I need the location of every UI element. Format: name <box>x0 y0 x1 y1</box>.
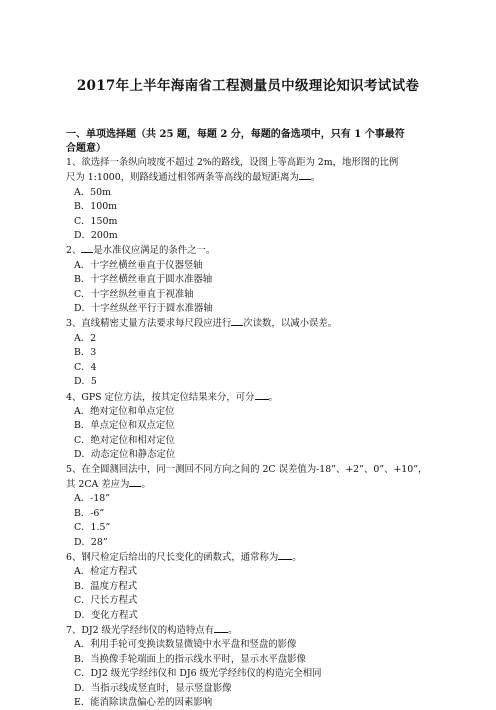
question-6 <box>66 550 438 623</box>
option: A．50m <box>74 186 111 198</box>
option: D．动态定位和静态定位 <box>74 449 176 461</box>
question-5 <box>66 463 438 550</box>
section-heading-line1: 一、单项选择题（共 25 题，每题 2 分，每题的备选项中，只有 1 个事最符 <box>66 129 405 140</box>
option: A．检定方程式 <box>74 566 138 578</box>
document-body <box>66 128 438 710</box>
question-text-part: 。 <box>292 551 302 563</box>
option: A．2 <box>74 332 97 344</box>
option: B．100m <box>74 201 118 213</box>
answer-blank <box>278 550 292 560</box>
document-title: 2017年上半年海南省工程测量员中级理论知识考试试卷 <box>76 78 420 94</box>
question-text: 5、在全圆测回法中，同一测回不同方向之间的 2C 误差值为-18”、+2”、0”、+10”， <box>66 463 428 475</box>
option: D．5 <box>74 376 97 388</box>
option: A．利用手轮可变换读数显微镜中水平盘和竖盘的影像 <box>74 639 297 651</box>
option: A．-18” <box>74 493 111 505</box>
question-text-part: 。 <box>141 478 151 490</box>
option: A．十字丝横丝垂直于仪器竖轴 <box>74 259 203 271</box>
option: D．十字丝纵丝平行于圆水准器轴 <box>74 303 213 315</box>
question-text-part: 。 <box>268 391 278 403</box>
question-text <box>66 170 438 185</box>
question-1 <box>66 156 438 243</box>
question-text-part: 2、 <box>66 245 82 257</box>
question-text-part: 6、钢尺检定后给出的尺长变化的函数式，通常称为 <box>66 551 279 563</box>
option: B．-6” <box>74 507 105 519</box>
option: B．十字丝横丝垂直于圆水准器轴 <box>74 274 213 286</box>
option: C．十字丝纵丝垂直于视准轴 <box>74 288 194 300</box>
question-text-part: 次读数，以减小误差。 <box>243 318 338 330</box>
option: D．200m <box>74 230 118 242</box>
question-text-part: 7、DJ2 级光学经纬仪的构造特点有 <box>66 625 215 636</box>
section-heading-line2: 合题意） <box>66 143 106 154</box>
option: C．150m <box>74 215 118 227</box>
question-text <box>66 316 438 331</box>
question-2 <box>66 243 438 316</box>
question-3 <box>66 316 438 389</box>
option: C．4 <box>74 361 97 373</box>
answer-blank <box>231 316 243 326</box>
option: B．温度方程式 <box>74 580 138 592</box>
answer-blank <box>214 623 228 633</box>
option: B．当换像手轮端面上的指示线水平时，显示水平盘影像 <box>74 653 306 665</box>
option: C．尺长方程式 <box>74 595 138 607</box>
section-heading <box>66 128 438 156</box>
question-text-part: 。 <box>310 172 321 184</box>
answer-blank <box>81 243 93 253</box>
option: E．能消除读盘偏心差的因素影响 <box>74 697 213 709</box>
question-text-part: 3、直线精密丈量方法要求每尺段应进行 <box>66 318 232 330</box>
option: D．变化方程式 <box>74 609 138 621</box>
option: D．28” <box>74 536 108 548</box>
question-4 <box>66 390 438 463</box>
question-7 <box>66 623 438 710</box>
answer-blank <box>255 390 269 400</box>
option: B．单点定位和双点定位 <box>74 420 175 432</box>
question-text-part: 其 2CA 差应为 <box>66 478 130 490</box>
answer-blank <box>129 477 141 487</box>
question-text <box>66 243 438 258</box>
option: B．3 <box>74 347 97 359</box>
question-text-part: 。 <box>228 625 238 636</box>
question-text-part: 4、GPS 定位方法，按其定位结果来分，可分 <box>66 391 255 403</box>
question-text-part: 尺为 1:1000，则路线通过相邻两条等高线的最短距离为 <box>66 172 299 184</box>
question-text <box>66 623 438 638</box>
option: D．当指示线成竖直时，显示竖盘影像 <box>74 682 232 694</box>
question-text <box>66 390 438 405</box>
option: C．绝对定位和相对定位 <box>74 434 175 446</box>
option: C．DJ2 级光学经纬仪和 DJ6 级光学经纬仪的构造完全相同 <box>74 668 322 680</box>
option: A．绝对定位和单点定位 <box>74 405 175 417</box>
question-text <box>66 550 438 565</box>
question-text <box>66 477 438 492</box>
question-text-part: 是水准仪应满足的条件之一。 <box>93 245 216 257</box>
option: C．1.5” <box>74 522 111 534</box>
question-text: 1、欲选择一条纵向坡度不超过 2%的路线，设图上等高距为 2m，地形图的比例 <box>66 157 399 168</box>
answer-blank <box>299 170 311 180</box>
